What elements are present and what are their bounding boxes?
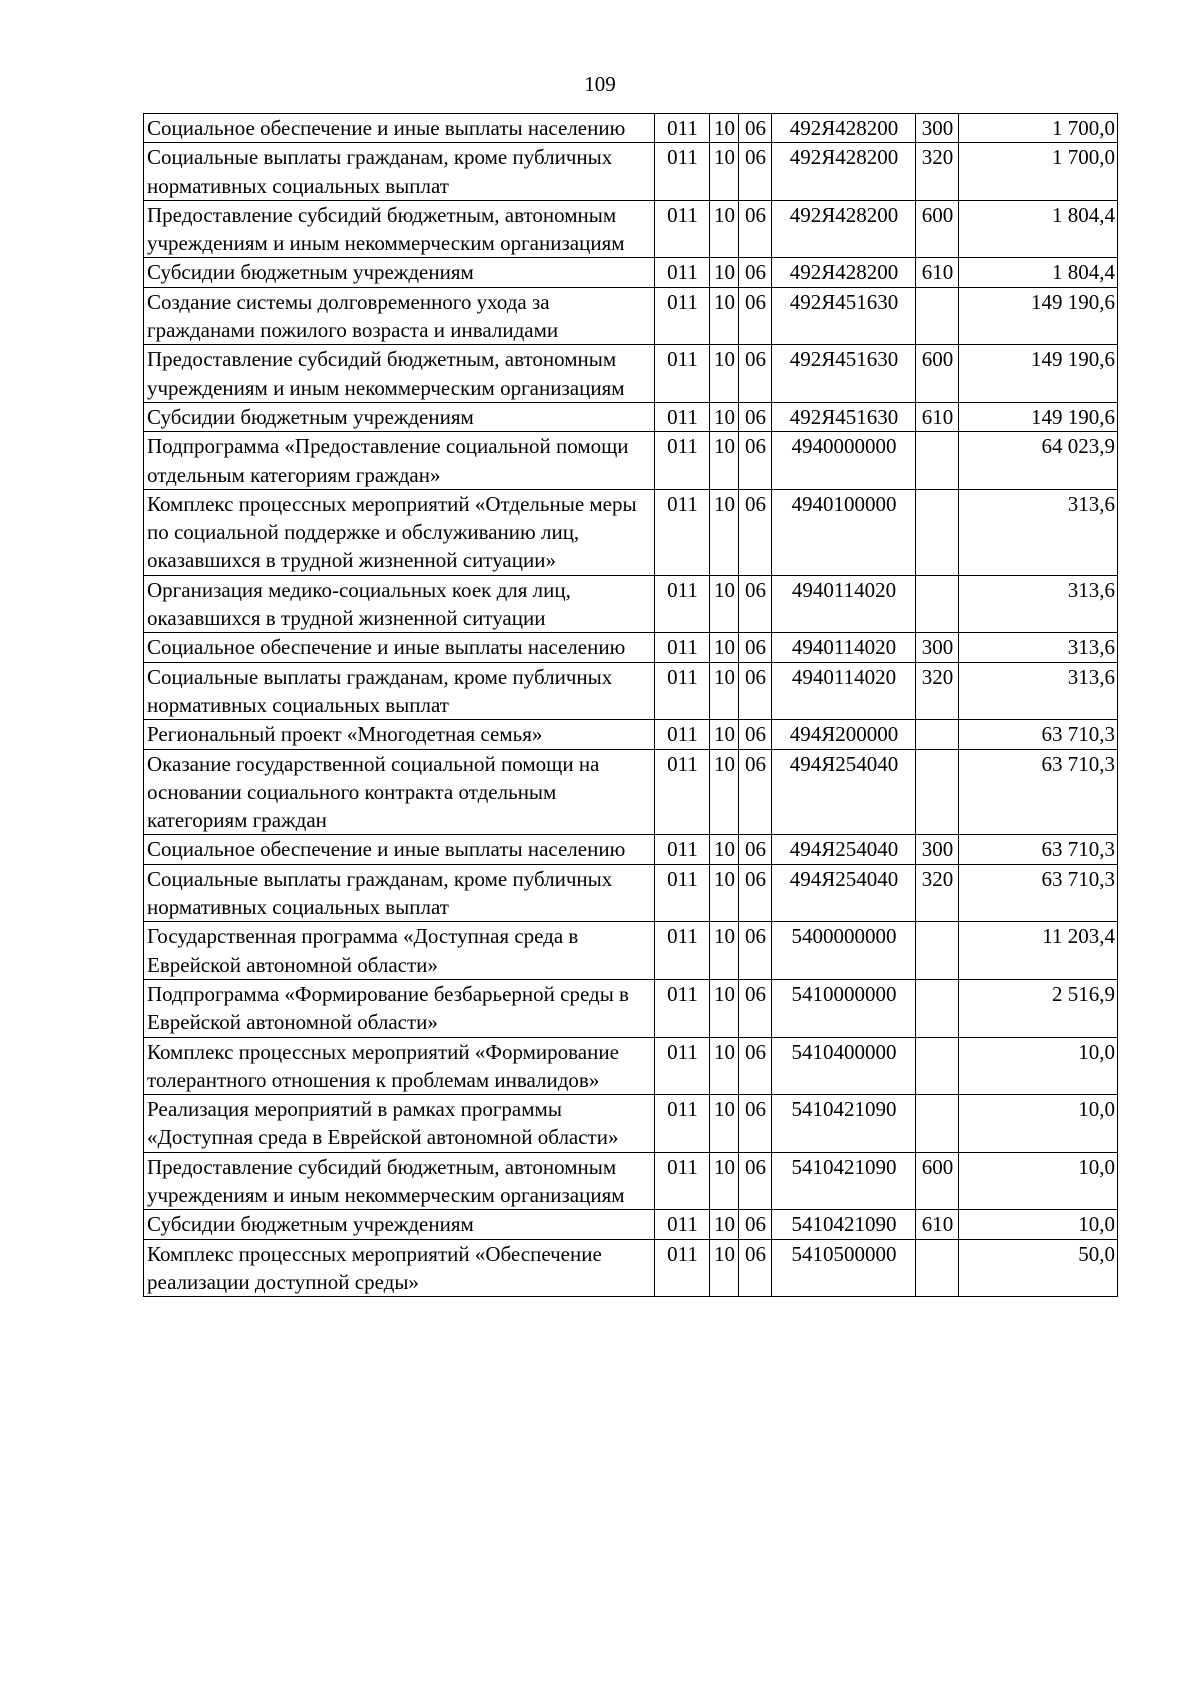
section-code-cell: 10 <box>710 402 739 431</box>
section-code-cell: 10 <box>710 575 739 633</box>
page-number: 109 <box>584 72 616 96</box>
subsection-code-cell: 06 <box>739 1239 772 1297</box>
expense-type-cell: 300 <box>916 835 959 864</box>
target-article-cell: 4940114020 <box>772 575 916 633</box>
expense-name-cell: Субсидии бюджетным учреждениям <box>144 258 655 287</box>
target-article-cell: 5410500000 <box>772 1239 916 1297</box>
table-row <box>144 662 1118 720</box>
expense-name-cell: Социальное обеспечение и иные выплаты населению <box>144 835 655 864</box>
subsection-code-cell: 06 <box>739 1095 772 1153</box>
amount-cell: 1 804,4 <box>959 258 1118 287</box>
expense-name-cell: Реализация мероприятий в рамках программы «Доступная среда в Еврейской автономной области» <box>144 1095 655 1153</box>
subsection-code-cell: 06 <box>739 200 772 258</box>
target-article-cell: 4940000000 <box>772 432 916 490</box>
table-row <box>144 200 1118 258</box>
expense-type-cell <box>916 1037 959 1095</box>
expense-name-cell: Региональный проект «Многодетная семья» <box>144 720 655 749</box>
subsection-code-cell: 06 <box>739 489 772 575</box>
amount-cell: 63 710,3 <box>959 864 1118 922</box>
subsection-code-cell: 06 <box>739 633 772 662</box>
table-row <box>144 1239 1118 1297</box>
section-code-cell: 10 <box>710 489 739 575</box>
amount-cell: 63 710,3 <box>959 835 1118 864</box>
subsection-code-cell: 06 <box>739 835 772 864</box>
section-code-cell: 10 <box>710 287 739 345</box>
section-code-cell: 10 <box>710 633 739 662</box>
expense-name-cell: Создание системы долговременного ухода за гражданами пожилого возраста и инвалидами <box>144 287 655 345</box>
expense-name-cell: Субсидии бюджетным учреждениям <box>144 402 655 431</box>
subsection-code-cell: 06 <box>739 575 772 633</box>
subsection-code-cell: 06 <box>739 749 772 835</box>
expense-name-cell: Предоставление субсидий бюджетным, автономным учреждениям и иным некоммерческим организациям <box>144 345 655 403</box>
target-article-cell: 492Я451630 <box>772 287 916 345</box>
ministry-code-cell: 011 <box>655 1095 710 1153</box>
target-article-cell: 4940114020 <box>772 662 916 720</box>
ministry-code-cell: 011 <box>655 1239 710 1297</box>
expense-name-cell: Социальные выплаты гражданам, кроме публичных нормативных социальных выплат <box>144 864 655 922</box>
target-article-cell: 494Я200000 <box>772 720 916 749</box>
expense-name-cell: Социальные выплаты гражданам, кроме публичных нормативных социальных выплат <box>144 143 655 201</box>
section-code-cell: 10 <box>710 835 739 864</box>
section-code-cell: 10 <box>710 143 739 201</box>
expense-type-cell: 610 <box>916 402 959 431</box>
expense-type-cell: 300 <box>916 633 959 662</box>
section-code-cell: 10 <box>710 922 739 980</box>
amount-cell: 1 700,0 <box>959 114 1118 143</box>
amount-cell: 10,0 <box>959 1095 1118 1153</box>
subsection-code-cell: 06 <box>739 979 772 1037</box>
table-row <box>144 345 1118 403</box>
ministry-code-cell: 011 <box>655 922 710 980</box>
subsection-code-cell: 06 <box>739 1037 772 1095</box>
table-row <box>144 835 1118 864</box>
amount-cell: 10,0 <box>959 1152 1118 1210</box>
target-article-cell: 492Я451630 <box>772 402 916 431</box>
amount-cell: 149 190,6 <box>959 287 1118 345</box>
section-code-cell: 10 <box>710 1239 739 1297</box>
expense-type-cell: 610 <box>916 258 959 287</box>
expense-type-cell <box>916 489 959 575</box>
section-code-cell: 10 <box>710 979 739 1037</box>
table-row <box>144 402 1118 431</box>
expense-name-cell: Подпрограмма «Формирование безбарьерной среды в Еврейской автономной области» <box>144 979 655 1037</box>
ministry-code-cell: 011 <box>655 720 710 749</box>
section-code-cell: 10 <box>710 1095 739 1153</box>
expense-name-cell: Предоставление субсидий бюджетным, автономным учреждениям и иным некоммерческим организациям <box>144 200 655 258</box>
expense-type-cell <box>916 979 959 1037</box>
ministry-code-cell: 011 <box>655 1152 710 1210</box>
section-code-cell: 10 <box>710 662 739 720</box>
section-code-cell: 10 <box>710 1152 739 1210</box>
subsection-code-cell: 06 <box>739 432 772 490</box>
ministry-code-cell: 011 <box>655 979 710 1037</box>
expense-type-cell: 600 <box>916 345 959 403</box>
target-article-cell: 4940100000 <box>772 489 916 575</box>
ministry-code-cell: 011 <box>655 345 710 403</box>
section-code-cell: 10 <box>710 720 739 749</box>
table-row <box>144 114 1118 143</box>
section-code-cell: 10 <box>710 1037 739 1095</box>
amount-cell: 10,0 <box>959 1210 1118 1239</box>
subsection-code-cell: 06 <box>739 662 772 720</box>
target-article-cell: 5410421090 <box>772 1095 916 1153</box>
subsection-code-cell: 06 <box>739 864 772 922</box>
expense-type-cell: 600 <box>916 1152 959 1210</box>
amount-cell: 64 023,9 <box>959 432 1118 490</box>
expense-type-cell: 320 <box>916 662 959 720</box>
target-article-cell: 492Я428200 <box>772 114 916 143</box>
table-row <box>144 922 1118 980</box>
amount-cell: 313,6 <box>959 633 1118 662</box>
expense-name-cell: Социальное обеспечение и иные выплаты населению <box>144 633 655 662</box>
target-article-cell: 5410400000 <box>772 1037 916 1095</box>
expense-name-cell: Субсидии бюджетным учреждениям <box>144 1210 655 1239</box>
subsection-code-cell: 06 <box>739 114 772 143</box>
table-row <box>144 489 1118 575</box>
subsection-code-cell: 06 <box>739 143 772 201</box>
expense-name-cell: Организация медико-социальных коек для лиц, оказавшихся в трудной жизненной ситуации <box>144 575 655 633</box>
target-article-cell: 5410421090 <box>772 1210 916 1239</box>
table-row <box>144 633 1118 662</box>
table-row <box>144 258 1118 287</box>
section-code-cell: 10 <box>710 749 739 835</box>
amount-cell: 149 190,6 <box>959 345 1118 403</box>
amount-cell: 63 710,3 <box>959 720 1118 749</box>
ministry-code-cell: 011 <box>655 1037 710 1095</box>
amount-cell: 63 710,3 <box>959 749 1118 835</box>
section-code-cell: 10 <box>710 1210 739 1239</box>
expense-type-cell: 610 <box>916 1210 959 1239</box>
amount-cell: 2 516,9 <box>959 979 1118 1037</box>
table-body <box>144 114 1118 1297</box>
expense-name-cell: Предоставление субсидий бюджетным, автономным учреждениям и иным некоммерческим организациям <box>144 1152 655 1210</box>
subsection-code-cell: 06 <box>739 287 772 345</box>
amount-cell: 1 804,4 <box>959 200 1118 258</box>
budget-table <box>143 113 1118 1297</box>
table-row <box>144 979 1118 1037</box>
ministry-code-cell: 011 <box>655 489 710 575</box>
ministry-code-cell: 011 <box>655 864 710 922</box>
target-article-cell: 5410421090 <box>772 1152 916 1210</box>
expense-name-cell: Комплекс процессных мероприятий «Обеспечение реализации доступной среды» <box>144 1239 655 1297</box>
section-code-cell: 10 <box>710 200 739 258</box>
section-code-cell: 10 <box>710 864 739 922</box>
ministry-code-cell: 011 <box>655 114 710 143</box>
expense-type-cell <box>916 1239 959 1297</box>
target-article-cell: 492Я428200 <box>772 258 916 287</box>
expense-type-cell: 600 <box>916 200 959 258</box>
amount-cell: 149 190,6 <box>959 402 1118 431</box>
expense-type-cell: 320 <box>916 864 959 922</box>
expense-name-cell: Комплекс процессных мероприятий «Формирование толерантного отношения к проблемам инвалидов» <box>144 1037 655 1095</box>
table-row <box>144 287 1118 345</box>
expense-type-cell <box>916 432 959 490</box>
expense-name-cell: Подпрограмма «Предоставление социальной помощи отдельным категориям граждан» <box>144 432 655 490</box>
section-code-cell: 10 <box>710 114 739 143</box>
amount-cell: 1 700,0 <box>959 143 1118 201</box>
ministry-code-cell: 011 <box>655 402 710 431</box>
table-row <box>144 143 1118 201</box>
ministry-code-cell: 011 <box>655 1210 710 1239</box>
amount-cell: 10,0 <box>959 1037 1118 1095</box>
table-row <box>144 720 1118 749</box>
ministry-code-cell: 011 <box>655 835 710 864</box>
amount-cell: 313,6 <box>959 575 1118 633</box>
expense-name-cell: Социальные выплаты гражданам, кроме публичных нормативных социальных выплат <box>144 662 655 720</box>
table-row <box>144 864 1118 922</box>
expense-type-cell <box>916 922 959 980</box>
subsection-code-cell: 06 <box>739 258 772 287</box>
table-row <box>144 1037 1118 1095</box>
target-article-cell: 494Я254040 <box>772 835 916 864</box>
ministry-code-cell: 011 <box>655 200 710 258</box>
amount-cell: 313,6 <box>959 662 1118 720</box>
ministry-code-cell: 011 <box>655 143 710 201</box>
expense-name-cell: Оказание государственной социальной помощи на основании социального контракта отдельным категориям граждан <box>144 749 655 835</box>
section-code-cell: 10 <box>710 432 739 490</box>
expense-type-cell <box>916 287 959 345</box>
target-article-cell: 4940114020 <box>772 633 916 662</box>
target-article-cell: 494Я254040 <box>772 864 916 922</box>
ministry-code-cell: 011 <box>655 575 710 633</box>
subsection-code-cell: 06 <box>739 720 772 749</box>
amount-cell: 313,6 <box>959 489 1118 575</box>
target-article-cell: 492Я428200 <box>772 200 916 258</box>
amount-cell: 11 203,4 <box>959 922 1118 980</box>
subsection-code-cell: 06 <box>739 402 772 431</box>
target-article-cell: 494Я254040 <box>772 749 916 835</box>
ministry-code-cell: 011 <box>655 432 710 490</box>
subsection-code-cell: 06 <box>739 922 772 980</box>
amount-cell: 50,0 <box>959 1239 1118 1297</box>
table-row <box>144 575 1118 633</box>
target-article-cell: 5400000000 <box>772 922 916 980</box>
ministry-code-cell: 011 <box>655 662 710 720</box>
ministry-code-cell: 011 <box>655 258 710 287</box>
expense-type-cell: 320 <box>916 143 959 201</box>
section-code-cell: 10 <box>710 258 739 287</box>
table-row <box>144 1095 1118 1153</box>
table-row <box>144 749 1118 835</box>
ministry-code-cell: 011 <box>655 287 710 345</box>
subsection-code-cell: 06 <box>739 1210 772 1239</box>
expense-type-cell <box>916 720 959 749</box>
target-article-cell: 492Я428200 <box>772 143 916 201</box>
table-row <box>144 1152 1118 1210</box>
table-row <box>144 1210 1118 1239</box>
table-row <box>144 432 1118 490</box>
expense-name-cell: Государственная программа «Доступная среда в Еврейской автономной области» <box>144 922 655 980</box>
expense-type-cell <box>916 1095 959 1153</box>
section-code-cell: 10 <box>710 345 739 403</box>
target-article-cell: 5410000000 <box>772 979 916 1037</box>
subsection-code-cell: 06 <box>739 1152 772 1210</box>
expense-type-cell: 300 <box>916 114 959 143</box>
ministry-code-cell: 011 <box>655 633 710 662</box>
expense-type-cell <box>916 749 959 835</box>
subsection-code-cell: 06 <box>739 345 772 403</box>
ministry-code-cell: 011 <box>655 749 710 835</box>
target-article-cell: 492Я451630 <box>772 345 916 403</box>
expense-name-cell: Комплекс процессных мероприятий «Отдельные меры по социальной поддержке и обслуживанию лиц, оказавшихся в трудной жизненной ситуации» <box>144 489 655 575</box>
expense-name-cell: Социальное обеспечение и иные выплаты населению <box>144 114 655 143</box>
expense-type-cell <box>916 575 959 633</box>
